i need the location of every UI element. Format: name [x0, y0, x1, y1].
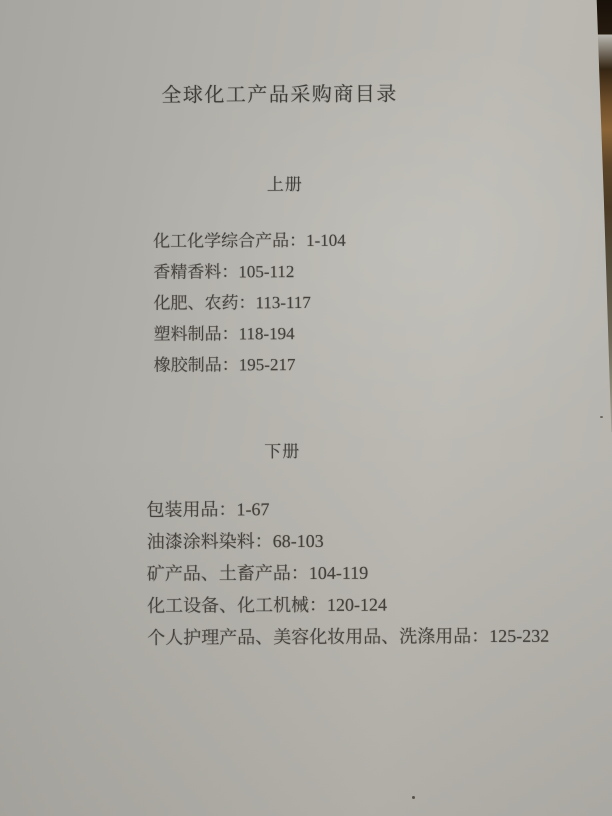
toc-entry: 矿产品、土畜产品：104-119	[146, 562, 369, 584]
toc-entry: 包装用品：1-67	[146, 499, 270, 520]
volume-1-heading: 上册	[266, 175, 303, 195]
toc-entry: 香精香料：105-112	[153, 262, 295, 282]
volume-2-heading: 下册	[264, 442, 301, 462]
toc-entry: 油漆涂料染料：68-103	[146, 530, 324, 552]
volume-1-toc	[153, 225, 346, 381]
toc-entry: 塑料制品：118-194	[153, 324, 295, 344]
toc-entry: 化肥、农药：113-117	[153, 292, 311, 313]
toc-entry: 化工设备、化工机械：120-124	[146, 594, 388, 616]
dust-speck	[412, 796, 415, 799]
toc-entry: 橡胶制品：195-217	[153, 355, 296, 375]
toc-entry: 化工化学综合产品：1-104	[153, 230, 346, 251]
toc-entry: 个人护理产品、美容化妆用品、洗涤用品：125-232	[147, 625, 550, 648]
volume-2-toc	[146, 492, 549, 654]
page-title: 全球化工产品采购商目录	[161, 83, 398, 107]
dust-speck	[600, 416, 603, 418]
